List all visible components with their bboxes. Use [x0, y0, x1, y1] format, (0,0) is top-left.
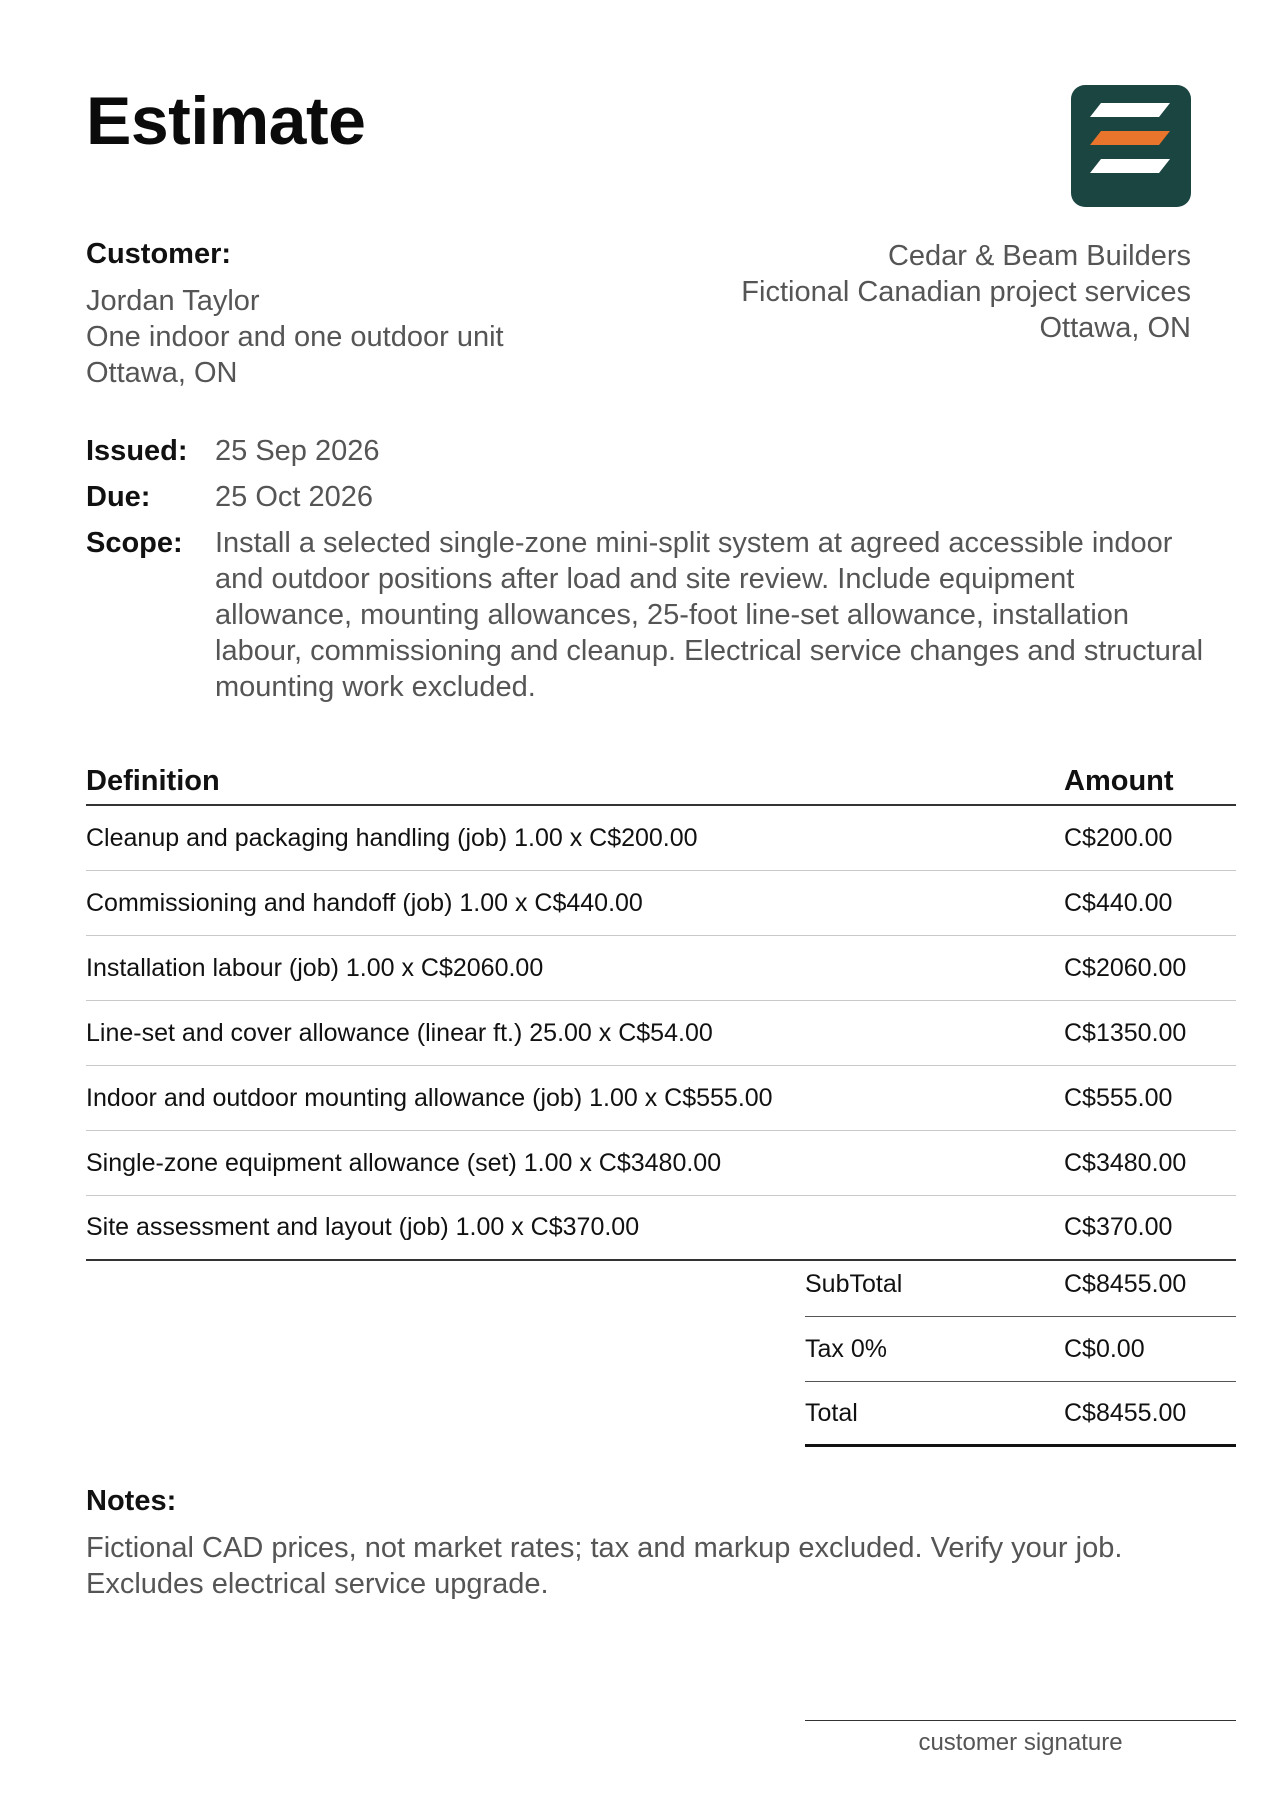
customer-label: Customer: — [86, 238, 232, 270]
amount-header: Amount — [1064, 765, 1174, 797]
item-definition: Line-set and cover allowance (linear ft.) 25.00 x C$54.00 — [86, 1018, 713, 1047]
customer-location: Ottawa, ON — [86, 357, 238, 389]
item-amount: C$3480.00 — [1064, 1148, 1187, 1177]
company-name: Cedar & Beam Builders — [887, 240, 1191, 272]
signature-line — [805, 1720, 1236, 1757]
item-amount: C$200.00 — [1064, 823, 1173, 852]
subtotal-value: C$8455.00 — [1064, 1269, 1187, 1298]
notes-line-2: Excludes electrical service upgrade. — [86, 1568, 549, 1600]
page-title: Estimate — [86, 83, 366, 159]
total-label: Total — [805, 1398, 858, 1427]
customer-project: One indoor and one outdoor unit — [86, 321, 504, 353]
total-row — [805, 1382, 1236, 1447]
notes-block — [86, 1485, 1236, 1602]
customer-block — [86, 238, 646, 391]
due-row — [86, 479, 1216, 515]
table-row — [86, 1131, 1236, 1196]
item-amount: C$370.00 — [1064, 1213, 1173, 1241]
customer-name: Jordan Taylor — [86, 285, 260, 317]
subtotal-label: SubTotal — [805, 1269, 903, 1298]
item-definition: Installation labour (job) 1.00 x C$2060.00 — [86, 953, 544, 982]
total-value: C$8455.00 — [1064, 1398, 1187, 1427]
line-items-table — [86, 758, 1236, 1261]
table-row — [86, 1001, 1236, 1066]
tax-row — [805, 1317, 1236, 1382]
notes-line-1: Fictional CAD prices, not market rates; tax and markup excluded. Verify your job. — [86, 1532, 1123, 1564]
subtotal-row — [805, 1252, 1236, 1317]
due-date: 25 Oct 2026 — [215, 481, 373, 513]
signature-label: customer signature — [918, 1729, 1123, 1756]
company-logo — [1071, 85, 1191, 207]
table-header — [86, 758, 1236, 806]
item-definition: Indoor and outdoor mounting allowance (job) 1.00 x C$555.00 — [86, 1083, 773, 1112]
issued-row — [86, 433, 1216, 469]
item-definition: Commissioning and handoff (job) 1.00 x C$440.00 — [86, 888, 643, 917]
item-amount: C$2060.00 — [1064, 953, 1187, 982]
due-label: Due: — [86, 481, 151, 513]
table-row — [86, 806, 1236, 871]
company-block — [741, 238, 1191, 346]
item-definition: Single-zone equipment allowance (set) 1.00 x C$3480.00 — [86, 1148, 722, 1177]
table-row — [86, 871, 1236, 936]
scope-row — [86, 525, 1216, 705]
definition-header: Definition — [86, 765, 220, 797]
scope-label: Scope: — [86, 527, 183, 559]
tax-label: Tax 0% — [805, 1334, 887, 1363]
company-location: Ottawa, ON — [1039, 312, 1191, 344]
tax-value: C$0.00 — [1064, 1334, 1145, 1363]
item-amount: C$1350.00 — [1064, 1018, 1187, 1047]
issued-label: Issued: — [86, 435, 188, 467]
table-row — [86, 1066, 1236, 1131]
item-definition: Cleanup and packaging handling (job) 1.00 x C$200.00 — [86, 823, 698, 852]
stacked-planks-logo-icon — [1071, 85, 1191, 207]
notes-label: Notes: — [86, 1485, 177, 1517]
item-definition: Site assessment and layout (job) 1.00 x C$370.00 — [86, 1213, 640, 1241]
issued-date: 25 Sep 2026 — [215, 435, 380, 467]
totals-block — [805, 1252, 1236, 1447]
estimate-meta — [86, 433, 1216, 705]
company-tagline: Fictional Canadian project services — [741, 276, 1191, 308]
item-amount: C$555.00 — [1064, 1083, 1173, 1112]
item-amount: C$440.00 — [1064, 888, 1173, 917]
table-row — [86, 936, 1236, 1001]
scope-text: Install a selected single-zone mini-split system at agreed accessible indoor and outdoor positions after load and site review. Include equipment allowance, mounting allowances, 25-foot line-set allowance, installation labour, commissioning and cleanup. Electrical service changes and structural mounting work excluded. — [215, 527, 1204, 703]
